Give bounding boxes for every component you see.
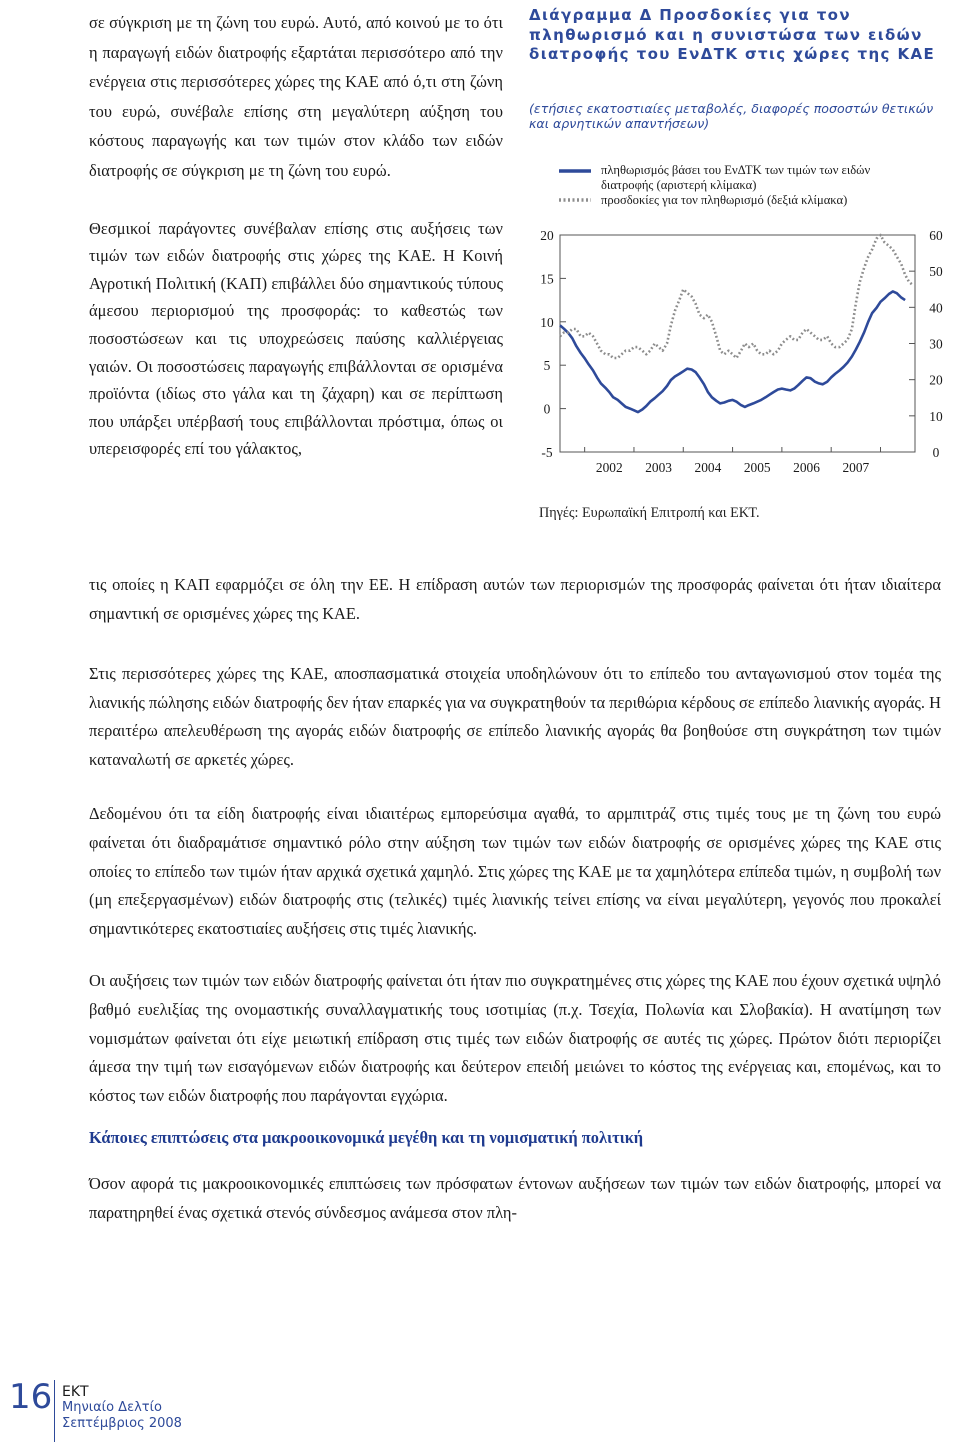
section-heading: Κάποιες επιπτώσεις στα μακροοικονομικά μεγέθη και τη νομισματική πολιτική	[89, 1128, 644, 1148]
left-tick-label: 10	[540, 314, 554, 330]
right-tick-label: 30	[929, 336, 943, 352]
paragraph-arbitrage: Δεδομένου ότι τα είδη διατροφής είναι ιδιαιτέρως εμπορεύσιμα αγαθά, το αρμπιτράζ στις τιμές τους με τη ζώνη του ευρώ φαίνεται ότι διαδραμάτισε σημαντικό ρόλο στην αύξηση των τιμών των ειδών διατροφής σε ορισμένες χώρες της ΚΑΕ στις οποίες το επίπεδο των τιμών ήταν αρχικά σχετικά χαμηλό. Στις χώρες της ΚΑΕ με τα χαμηλότερα επίπεδα τιμών, η συμβολή των (μη επεξεργασμένων) ειδών διατροφής στις (τελικές) τιμές λιανικής τείνει επίσης να είναι μεγαλύτερη, γεγονός που προκαλεί σημαντικότερες εκατοστιαίες αυξήσεις στις τιμές λιανικής.	[89, 804, 941, 938]
paragraph-retail-competition: Στις περισσότερες χώρες της ΚΑΕ, αποσπασματικά στοιχεία υποδηλώνουν ότι το επίπεδο του ανταγωνισμού στον τομέα της λιανικής πώλησης ειδών διατροφής δεν ήταν επαρκές για να συγκρατηθούν τα περιθώρια κέρδους σε επίπεδο λιανικής αγοράς. Η περαιτέρω απελευθέρωση της αγοράς ειδών διατροφής σε επίπεδο λιανικής αγοράς θα βοηθούσε στη συγκράτηση των τιμών καταναλωτή σε αρκετές χώρες.	[89, 664, 941, 769]
left-column	[89, 8, 503, 463]
x-tick-label: 2004	[694, 460, 722, 475]
footer-date: Σεπτέμβριος 2008	[62, 1416, 182, 1431]
footer-publication	[62, 1384, 182, 1432]
main-text	[89, 660, 941, 1254]
footer-title: Μηνιαίο Δελτίο	[62, 1400, 162, 1415]
paragraph-institutional-factors: Θεσμικοί παράγοντες συνέβαλαν επίσης στις αυξήσεις των τιμών των ειδών διατροφής στις χώρες της ΚΑΕ. Η Κοινή Αγροτική Πολιτική (ΚΑΠ) επιβάλλει δύο σημαντικούς τύπους άμεσου περιορισμού της προσφοράς: το καθεστώς των ποσοστώσεων και τις υποχρεώσεις παύσης καλλιέργειας γαιών. Οι ποσοστώσεις παραγωγής επιβάλλονται σε ορισμένα προϊόντα (ιδίως στο γάλα και τη ζάχαρη) και σε περίπτωση που υπάρξει υπέρβασή τους επιβάλλονται πρόστιμα, όπως οι υπερεισφορές επί του γάλακτος,	[89, 218, 503, 459]
legend-label-hicp: πληθωρισμός βάσει του ΕνΔΤΚ των τιμών των ειδών διατροφής (αριστερή κλίμακα)	[601, 163, 871, 192]
chart-plot	[529, 150, 949, 490]
x-tick-label: 2007	[842, 460, 870, 475]
left-tick-label: 0	[543, 401, 551, 417]
plot-frame	[560, 235, 915, 452]
x-tick-label: 2002	[595, 460, 623, 475]
chart-legend	[559, 163, 870, 207]
paragraph-cap-continuation: τις οποίες η ΚΑΠ εφαρμόζει σε όλη την ΕΕ. Η επίδραση αυτών των περιορισμών της προσφοράς φαίνεται ότι ήταν ιδιαίτερα σημαντική σε ορισμένες χώρες της ΚΑΕ.	[89, 575, 941, 623]
paragraph-exchange-rate: Οι αυξήσεις των τιμών των ειδών διατροφής φαίνεται ότι ήταν πιο συγκρατημένες στις χώρες της ΚΑΕ που έχουν σχετικά υψηλό βαθμό ευελιξίας της ονομαστικής συναλλαγματικής τους ισοτιμίας (π.χ. Τσεχία, Πολωνία και Σλοβακία). Η ανατίμηση των νομισμάτων φαίνεται ότι είχε μειωτική επίδραση στις τιμές των ειδών διατροφής σε αυτές τις χώρες. Πρώτον διότι περιορίζει άμεσα την τιμή των εισαγόμενων ειδών διατροφής και δεύτερον επειδή μειώνει το κόστος της ενέργειας και, επομένως, και το κόστος των ειδών διατροφής που παράγονται εγχώρια.	[89, 971, 941, 1105]
x-tick-label: 2003	[645, 460, 673, 475]
right-tick-label: 0	[932, 445, 940, 460]
footer-org: ΕΚΤ	[62, 1384, 89, 1400]
footer-divider	[54, 1380, 55, 1442]
left-tick-label: 5	[543, 358, 551, 374]
paragraph-cost-energy: σε σύγκριση με τη ζώνη του ευρώ. Αυτό, από κοινού με το ότι η παραγωγή ειδών διατροφής εξαρτάται περισσότερο από την ενέργεια στις περισσότερες χώρες της ΚΑΕ από ό,τι στη ζώνη του ευρώ, συνέβαλε επίσης στη μεγαλύτερη αύξηση του κόστους παραγωγής και των τιμών στον κλάδο των ειδών διατροφής σε σύγκριση με τη ζώνη του ευρώ.	[89, 13, 503, 180]
legend-label-expectations: προσδοκίες για τον πληθωρισμό (δεξιά κλίμακα)	[601, 193, 848, 207]
chart-subtitle: (ετήσιες εκατοστιαίες μεταβολές, διαφορές ποσοστών θετικών και αρνητικών απαντήσεων)	[529, 100, 934, 131]
series-line-hicp-food	[560, 291, 905, 412]
chart-series	[560, 235, 914, 412]
left-axis-ticks	[540, 228, 554, 460]
x-tick-label: 2006	[793, 460, 820, 475]
right-tick-label: 20	[929, 372, 943, 388]
x-tick-label: 2005	[743, 460, 771, 475]
right-tick-label: 50	[929, 264, 943, 280]
x-axis-ticks	[596, 460, 870, 475]
axis-tick-marks	[560, 235, 915, 452]
chart-source: Πηγές: Ευρωπαϊκή Επιτροπή και ΕΚΤ.	[539, 505, 760, 521]
page-footer	[0, 1377, 400, 1442]
paragraph-macro-effects: Όσον αφορά τις μακροοικονομικές επιπτώσεις των πρόσφατων έντονων αυξήσεων των τιμών των ειδών διατροφής, μπορεί να παρατηρηθεί ένας σχετικά στενός σύνδεσμος ανάμεσα στον πλη-	[89, 1174, 941, 1222]
left-tick-label: 20	[540, 228, 554, 243]
wrap-continuation	[89, 571, 941, 628]
chart-title: Διάγραμμα Δ Προσδοκίες για τον πληθωρισμό και η συνιστώσα των ειδών διατροφής του ΕνΔΤΚ στις χώρες της ΚΑΕ	[529, 6, 936, 63]
left-tick-label: 15	[540, 271, 554, 287]
right-axis-ticks	[929, 228, 943, 460]
right-tick-label: 40	[929, 300, 943, 316]
page-number: 16	[9, 1377, 53, 1417]
right-tick-label: 60	[929, 228, 943, 243]
left-tick-label: -5	[541, 445, 553, 460]
right-tick-label: 10	[929, 408, 943, 424]
chart-box	[529, 6, 949, 132]
